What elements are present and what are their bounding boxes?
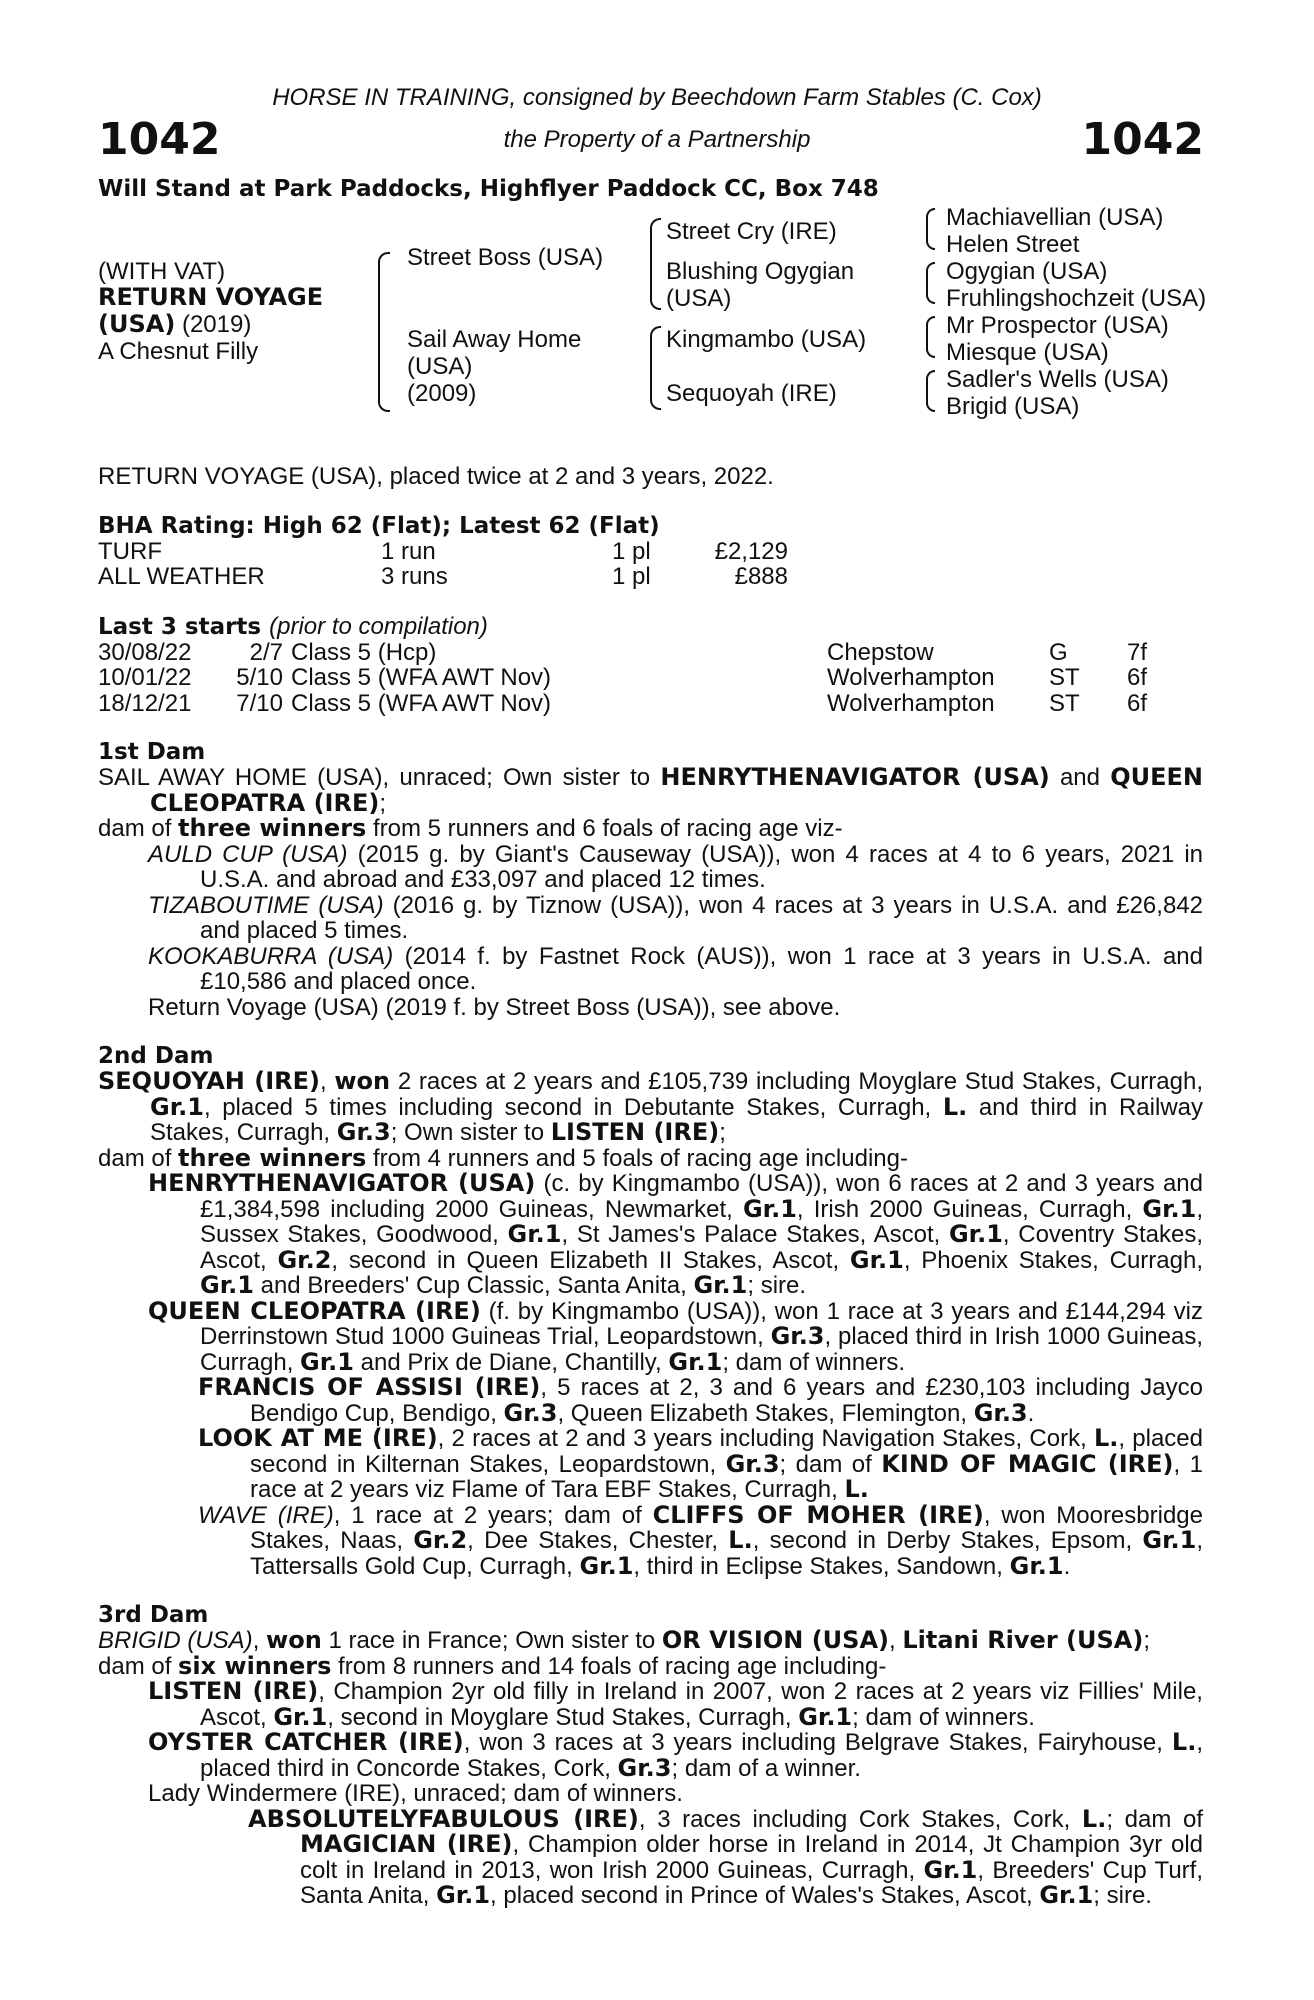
text: ; sire.: [747, 1272, 807, 1299]
horse-name-bold: QUEEN CLEOPATRA (IRE): [150, 763, 1203, 817]
grade: Gr.1: [273, 1702, 328, 1731]
grade: Gr.1: [436, 1881, 491, 1909]
grade: Gr.1: [948, 1220, 1003, 1248]
pedigree-brace-g3-2: [926, 262, 935, 304]
dam-name-line1: Sail Away Home: [407, 326, 582, 353]
grade: L.: [728, 1526, 753, 1554]
dam3-para-3: [98, 1679, 1203, 1730]
pedigree-brace-main: [378, 252, 390, 412]
dam1-para-1: [98, 765, 1203, 816]
grade: Gr.3: [725, 1449, 780, 1478]
horse-name-bold: Litani River (USA): [902, 1626, 1144, 1654]
horse-name-bold: HENRYTHENAVIGATOR (USA): [660, 763, 1050, 791]
text: and third in Railway Stakes, Curragh,: [150, 1093, 1203, 1146]
horse-name-bold: OYSTER CATCHER (IRE): [148, 1728, 464, 1756]
won-bold: won: [266, 1626, 322, 1654]
horse-name-bold: LISTEN (IRE): [148, 1677, 319, 1705]
text: ; dam of: [779, 1450, 882, 1478]
horse-name-bold: FRANCIS OF ASSISI (IRE): [198, 1373, 541, 1401]
rating-earnings: £2,129: [714, 537, 788, 565]
text: ; dam of: [1106, 1805, 1203, 1833]
rating-surface: ALL WEATHER: [98, 563, 265, 590]
text: , 2 races at 2 and 3 years including Navigation Stakes, Cork,: [437, 1425, 1094, 1452]
lot-number-left: 1042: [98, 114, 221, 165]
dam3-para-6: [98, 1804, 1204, 1909]
table-row: [98, 564, 788, 590]
text: ,: [889, 1627, 903, 1654]
rating-surface: TURF: [98, 537, 162, 565]
dam1-para-4: [98, 893, 1203, 944]
text: and Prix de Diane, Chantilly,: [353, 1348, 669, 1376]
gen3-6: Miesque (USA): [946, 339, 1109, 366]
gen3-1: Machiavellian (USA): [946, 204, 1164, 231]
dam2-para-3: [98, 1171, 1203, 1299]
text: from 5 runners and 6 foals of racing age viz-: [366, 815, 843, 842]
text: , won 3 races at 3 years including Belgrave Stakes, Fairyhouse,: [463, 1729, 1172, 1756]
dam2-para-7: [98, 1500, 1203, 1580]
text: , third in Eclipse Stakes, Sandown,: [633, 1552, 1010, 1580]
dam3-para-1: [98, 1628, 1203, 1654]
table-row: [98, 539, 788, 565]
horse-name-bold: MAGICIAN (IRE): [300, 1830, 513, 1858]
text: and Breeders' Cup Classic, Santa Anita,: [253, 1272, 694, 1299]
horse-name-bold: KIND OF MAGIC (IRE): [881, 1449, 1174, 1478]
text: (f. by Kingmambo (USA)), won 1 race at 3 years and £144,294 viz Derrinstown Stud 1000 Guineas Trial, Leopardstown,: [200, 1297, 1203, 1350]
text: from 4 runners and 5 foals of racing age including-: [366, 1144, 908, 1172]
grade: Gr.2: [413, 1526, 468, 1554]
text: ; dam of a winner.: [671, 1754, 861, 1782]
rating-runs: 3 runs: [381, 563, 448, 590]
grade: Gr.1: [742, 1194, 797, 1223]
pedigree-brace-dam: [650, 326, 661, 410]
grade: Gr.3: [617, 1753, 672, 1782]
horse-name-italic: AULD CUP (USA): [148, 840, 348, 868]
text: , second in Derby Stakes, Epsom,: [752, 1527, 1143, 1554]
start-position: 5/10: [236, 664, 283, 691]
dam-name-line3: (2009): [407, 380, 477, 407]
winners-count: six winners: [178, 1651, 332, 1680]
dam3-title: 3rd Dam: [98, 1602, 209, 1628]
gen3-3: Ogygian (USA): [946, 258, 1108, 285]
text: , placed second in Prince of Wales's Stakes, Ascot,: [490, 1882, 1040, 1909]
rating-placed: 1 pl: [612, 537, 651, 565]
horse-name-bold: LISTEN (IRE): [550, 1118, 720, 1146]
grade: Gr.1: [300, 1347, 354, 1376]
start-course: Wolverhampton: [827, 689, 995, 717]
start-race: Class 5 (Hcp): [291, 638, 437, 666]
bha-rating-title: BHA Rating: High 62 (Flat); Latest 62 (Flat): [98, 512, 660, 539]
start-going: ST: [1049, 664, 1080, 691]
rating-table: [98, 539, 788, 590]
text: , 5 races at 2, 3 and 6 years and £230,103 including Jayco Bendigo Cup, Bendigo,: [250, 1374, 1204, 1427]
start-distance: 6f: [1127, 689, 1148, 717]
catalogue-body: [98, 464, 1203, 1909]
rating-earnings: £888: [734, 563, 788, 590]
text: , Champion older horse in Ireland in 2014, Jt Champion 3yr old colt in Ireland in 2013, won Irish 2000 Guineas, Curragh,: [300, 1831, 1204, 1884]
grade: L.: [844, 1475, 869, 1503]
dam1-title: 1st Dam: [98, 739, 206, 765]
text: , Tattersalls Gold Cup, Curragh,: [250, 1527, 1203, 1580]
dam1-para-3: [98, 842, 1203, 893]
gen3-8: Brigid (USA): [946, 393, 1080, 420]
text: , Sussex Stakes, Goodwood,: [200, 1195, 1204, 1248]
horse-name-line2: [98, 311, 251, 338]
text: ; dam of winners.: [852, 1703, 1035, 1731]
text: , 3 races including Cork Stakes, Cork,: [638, 1805, 1082, 1833]
gen2-sire-sire: Street Cry (IRE): [666, 218, 837, 245]
text: (2014 f. by Fastnet Rock (AUS)), won 1 race at 3 years in U.S.A. and £10,586 and placed once.: [200, 942, 1203, 995]
dam3-para-4: [98, 1730, 1203, 1781]
text: , second in Queen Elizabeth II Stakes, Ascot,: [331, 1246, 850, 1274]
last-starts-heading: [98, 614, 1203, 640]
grade: Gr.1: [693, 1271, 748, 1299]
start-going: G: [1049, 638, 1068, 666]
dam3-para-5: Lady Windermere (IRE), unraced; dam of winners.: [148, 1780, 683, 1807]
text: ;: [719, 1119, 726, 1146]
grade: Gr.3: [770, 1322, 825, 1350]
text: (2016 g. by Tiznow (USA)), won 4 races at 3 years in U.S.A. and £26,842 and placed 5 times.: [200, 891, 1203, 944]
dam2-title: 2nd Dam: [98, 1043, 214, 1069]
horse-country: (USA): [98, 310, 176, 338]
lot-number-right: 1042: [1081, 114, 1204, 165]
dam-name-line2: (USA): [407, 353, 473, 380]
grade: L.: [1171, 1728, 1197, 1756]
text: (2015 g. by Giant's Causeway (USA)), won 4 races at 4 to 6 years, 2021 in U.S.A. and abroad and £33,097 and placed 12 times.: [200, 840, 1204, 893]
start-position: 2/7: [249, 638, 283, 666]
grade: Gr.1: [668, 1347, 723, 1376]
grade: L.: [942, 1092, 968, 1121]
grade: L.: [1093, 1424, 1119, 1452]
grade: Gr.1: [923, 1855, 978, 1884]
grade: Gr.1: [150, 1092, 204, 1121]
horse-description: A Chesnut Filly: [98, 338, 259, 365]
start-distance: 6f: [1127, 664, 1148, 691]
start-going: ST: [1049, 689, 1080, 717]
dam2-para-1: [98, 1069, 1203, 1146]
horse-name-bold: ABSOLUTELYFABULOUS (IRE): [248, 1804, 639, 1833]
gen2-sire-dam-line1: Blushing Ogygian: [666, 258, 855, 285]
dam2-para-4: [98, 1296, 1203, 1376]
text: , second in Moyglare Stud Stakes, Curragh,: [327, 1703, 799, 1731]
text: , 1 race at 2 years; dam of: [333, 1501, 653, 1529]
text: , Dee Stakes, Chester,: [467, 1527, 729, 1554]
horse-name-bold: HENRYTHENAVIGATOR (USA): [148, 1169, 536, 1197]
winners-count: three winners: [178, 1143, 367, 1172]
horse-name-italic: BRIGID (USA): [98, 1627, 253, 1654]
text: and: [1049, 764, 1111, 791]
grade: Gr.1: [1142, 1194, 1197, 1223]
table-row: [98, 665, 1147, 691]
gen3-5: Mr Prospector (USA): [946, 312, 1169, 339]
text: ;: [1143, 1627, 1150, 1654]
grade: Gr.3: [336, 1118, 391, 1146]
text: SAIL AWAY HOME (USA), unraced; Own sister to: [98, 764, 661, 791]
dam2-para-2: [98, 1143, 1203, 1172]
grade: Gr.1: [849, 1245, 904, 1274]
grade: Gr.1: [1142, 1526, 1197, 1554]
grade: Gr.2: [277, 1245, 332, 1274]
text: (c. by Kingmambo (USA)), won 6 races at 2 and 3 years and £1,384,598 including 2000 Guineas, Newmarket,: [200, 1170, 1203, 1223]
text: , placed second in Kilternan Stakes, Leopardstown,: [250, 1425, 1203, 1478]
winners-count: three winners: [178, 814, 367, 842]
dam1-para-6: Return Voyage (USA) (2019 f. by Street Boss (USA)), see above.: [148, 993, 841, 1021]
horse-name: RETURN VOYAGE: [98, 283, 324, 311]
pedigree-brace-g3-3: [926, 316, 935, 358]
gen2-sire-dam-line2: (USA): [666, 285, 732, 312]
text: , Coventry Stakes, Ascot,: [200, 1221, 1204, 1274]
dam3-para-2: [98, 1651, 1203, 1680]
dam2-para-6: [98, 1426, 1203, 1503]
consignment-line: HORSE IN TRAINING, consigned by Beechdown Farm Stables (C. Cox): [272, 84, 1042, 111]
stand-location: Will Stand at Park Paddocks, Highflyer Paddock CC, Box 748: [98, 176, 879, 202]
horse-name-italic: KOOKABURRA (USA): [148, 942, 394, 970]
text: .: [1027, 1399, 1035, 1427]
gen3-4: Fruhlingshochzeit (USA): [946, 285, 1207, 312]
sire-name: Street Boss (USA): [407, 244, 604, 271]
pedigree-brace-g3-1: [926, 208, 935, 250]
text: ; Own sister to: [390, 1119, 551, 1146]
start-date: 18/12/21: [98, 689, 192, 717]
text: , Queen Elizabeth Stakes, Flemington,: [557, 1399, 974, 1427]
text: , placed third in Concorde Stakes, Cork,: [200, 1729, 1203, 1782]
horse-name-bold: OR VISION (USA): [661, 1626, 889, 1654]
start-date: 10/01/22: [98, 664, 192, 691]
grade: L.: [1081, 1804, 1107, 1833]
text: , placed third in Irish 1000 Guineas, Curragh,: [200, 1323, 1203, 1376]
won-bold: won: [334, 1067, 391, 1095]
pedigree-brace-g3-4: [926, 370, 935, 412]
horse-year: (2019): [181, 311, 252, 338]
grade: Gr.1: [1009, 1551, 1064, 1580]
last-starts-note: (prior to compilation): [269, 612, 488, 640]
table-row: [98, 691, 1147, 717]
text: dam of: [98, 815, 179, 842]
start-race: Class 5 (WFA AWT Nov): [291, 689, 552, 717]
race-summary: RETURN VOYAGE (USA), placed twice at 2 and 3 years, 2022.: [98, 463, 774, 490]
horse-name-italic: WAVE (IRE): [198, 1501, 334, 1529]
start-position: 7/10: [236, 689, 283, 717]
text: , Irish 2000 Guineas, Curragh,: [796, 1195, 1143, 1223]
grade: Gr.1: [798, 1702, 853, 1731]
start-course: Chepstow: [827, 638, 934, 666]
grade: Gr.1: [507, 1220, 562, 1248]
horse-name-bold: SEQUOYAH (IRE): [98, 1067, 320, 1095]
text: , placed 5 times including second in Debutante Stakes, Curragh,: [203, 1093, 943, 1121]
text: ,: [320, 1068, 335, 1095]
text: ; sire.: [1093, 1882, 1152, 1909]
dam1-para-2: [98, 816, 1203, 842]
start-date: 30/08/22: [98, 638, 192, 666]
grade: Gr.1: [579, 1551, 634, 1580]
start-course: Wolverhampton: [827, 664, 995, 691]
text: , won Mooresbridge Stakes, Naas,: [250, 1501, 1203, 1554]
text: from 8 runners and 14 foals of racing age including-: [331, 1652, 887, 1680]
pedigree-brace-sire: [650, 218, 661, 310]
text: , 1 race at 2 years viz Flame of Tara EBF Stakes, Curragh,: [250, 1450, 1204, 1503]
text: , Champion 2yr old filly in Ireland in 2007, won 2 races at 2 years viz Fillies' Mile, Ascot,: [200, 1678, 1203, 1731]
text: dam of: [98, 1652, 179, 1680]
grade: Gr.3: [503, 1398, 558, 1427]
text: .: [1063, 1552, 1071, 1580]
start-race: Class 5 (WFA AWT Nov): [291, 664, 552, 691]
dam2-para-5: [98, 1375, 1203, 1426]
text: , Phoenix Stakes, Curragh,: [903, 1246, 1203, 1274]
start-distance: 7f: [1127, 638, 1148, 666]
table-row: [98, 640, 1147, 666]
rating-runs: 1 run: [381, 537, 436, 565]
text: 1 race in France; Own sister to: [321, 1627, 662, 1654]
last-starts-title: Last 3 starts: [98, 613, 262, 640]
gen2-dam-sire: Kingmambo (USA): [666, 326, 867, 353]
grade: Gr.1: [200, 1271, 254, 1299]
rating-placed: 1 pl: [612, 563, 651, 590]
text: dam of: [98, 1144, 179, 1172]
text: ; dam of winners.: [722, 1348, 906, 1376]
horse-name-bold: LOOK AT ME (IRE): [198, 1424, 438, 1452]
gen3-7: Sadler's Wells (USA): [946, 366, 1169, 393]
text: 2 races at 2 years and £105,739 including Moyglare Stud Stakes, Curragh,: [390, 1068, 1203, 1095]
gen2-dam-dam: Sequoyah (IRE): [666, 380, 837, 407]
horse-name-italic: TIZABOUTIME (USA): [148, 891, 384, 919]
grade: Gr.3: [973, 1398, 1028, 1427]
dam1-para-5: [98, 944, 1203, 995]
property-line: the Property of a Partnership: [503, 126, 811, 153]
horse-name-bold: QUEEN CLEOPATRA (IRE): [148, 1296, 481, 1325]
text: ,: [252, 1627, 267, 1654]
last-starts-table: [98, 640, 1147, 717]
text: , Breeders' Cup Turf, Santa Anita,: [300, 1856, 1203, 1909]
vat-note: (WITH VAT): [98, 258, 226, 285]
text: , St James's Palace Stakes, Ascot,: [561, 1221, 949, 1248]
gen3-2: Helen Street: [946, 231, 1080, 258]
text: ;: [379, 789, 386, 817]
grade: Gr.1: [1039, 1881, 1094, 1909]
horse-name-bold: CLIFFS OF MOHER (IRE): [652, 1500, 984, 1529]
